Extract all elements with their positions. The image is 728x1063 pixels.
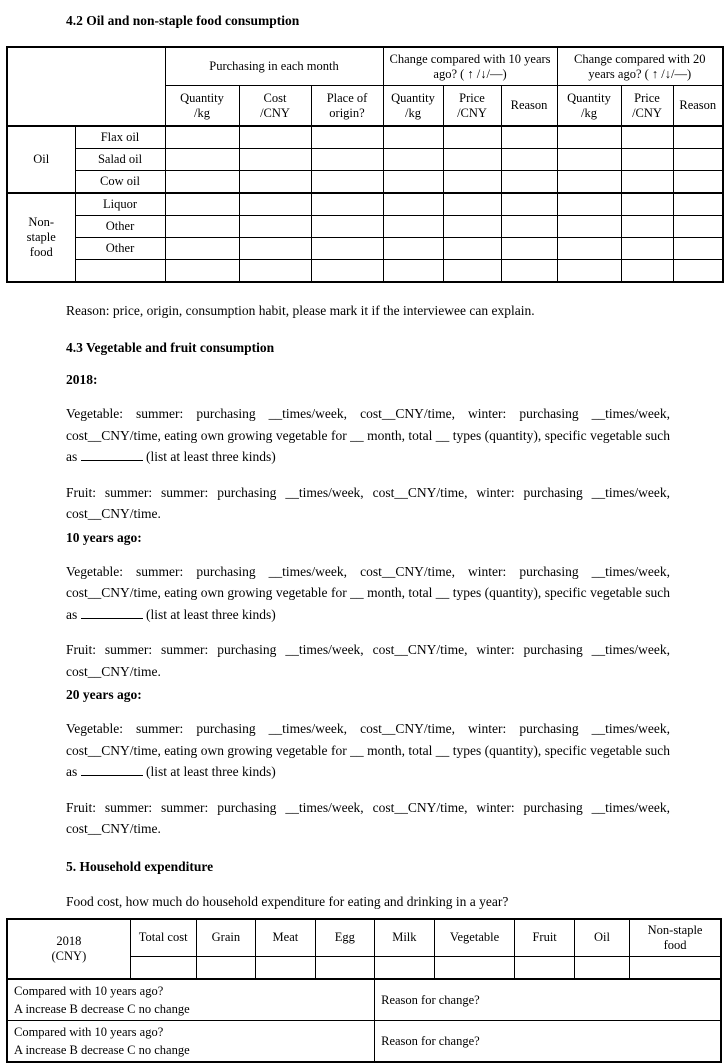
subheader-line2: /CNY <box>260 105 290 120</box>
item-label-flax-oil: Flax oil <box>75 126 165 149</box>
subheader-place-of-origin <box>311 86 383 127</box>
compare-row-1 <box>7 979 721 1021</box>
cell-place-origin[interactable] <box>311 238 383 260</box>
cell-qty-purchase[interactable] <box>165 193 239 216</box>
cell-price-10y[interactable] <box>443 216 501 238</box>
cell-price-20y[interactable] <box>621 193 673 216</box>
subheader-line1: Quantity <box>180 90 224 105</box>
header-change-20-years: Change compared with 20 years ago? ( ↑ /↓/—) <box>557 47 723 86</box>
vegetable-text-part2: (list at least three kinds) <box>146 764 276 779</box>
value-milk[interactable] <box>375 956 435 979</box>
oil-table-group-header-row <box>7 47 723 86</box>
cell-qty-purchase[interactable] <box>165 171 239 194</box>
table-row <box>7 126 723 149</box>
cell-price-20y[interactable] <box>621 216 673 238</box>
cell-place-origin[interactable] <box>311 216 383 238</box>
item-label-other-2: Other <box>75 238 165 260</box>
table-row <box>7 260 723 283</box>
spacer-before-section5 <box>0 840 728 858</box>
vegetable-text-part1: Vegetable: summer: purchasing __times/week, cost__CNY/time, winter: purchasing __times/week, cost__CNY/time, eating own growing vegetable for __ month, total __ types (quantity), specific vegetable such as <box>66 721 670 779</box>
col-header-total-cost: Total cost <box>130 919 196 957</box>
vegetable-text-part2: (list at least three kinds) <box>146 449 276 464</box>
cell-price-10y[interactable] <box>443 238 501 260</box>
compare-question-line1: Compared with 10 years ago? <box>14 983 164 998</box>
cell-price-10y[interactable] <box>443 260 501 283</box>
compare-question-line1: Compared with 10 years ago? <box>14 1024 164 1039</box>
section-5-heading: 5. Household expenditure <box>66 858 214 874</box>
cell-price-10y[interactable] <box>443 193 501 216</box>
col-header-fruit: Fruit <box>515 919 575 957</box>
col-header-egg: Egg <box>315 919 375 957</box>
subheader-line1: Price <box>634 90 660 105</box>
cell-cost-purchase[interactable] <box>239 238 311 260</box>
fruit-paragraph-20y: Fruit: summer: summer: purchasing __times/week, cost__CNY/time, winter: purchasing __times/week, cost__CNY/time. <box>66 799 670 836</box>
value-total-cost[interactable] <box>130 956 196 979</box>
reason-note: Reason: price, origin, consumption habit, please mark it if the interviewee can explain. <box>66 303 535 318</box>
cell-price-20y[interactable] <box>621 238 673 260</box>
subheader-line1: Cost <box>263 90 287 105</box>
expend-year-line2: (CNY) <box>51 948 87 963</box>
cell-reason-10y[interactable] <box>501 260 557 283</box>
spacer-after-oil-table <box>0 283 728 301</box>
cell-qty-20y[interactable] <box>557 126 621 149</box>
value-grain[interactable] <box>196 956 256 979</box>
value-nonstaple-food[interactable] <box>630 956 721 979</box>
subheader-line1: Price <box>459 90 485 105</box>
value-meat[interactable] <box>256 956 316 979</box>
fruit-paragraph-10y: Fruit: summer: summer: purchasing __times/week, cost__CNY/time, winter: purchasing __times/week, cost__CNY/time. <box>66 642 670 679</box>
col-header-oil: Oil <box>574 919 629 957</box>
food-cost-question: Food cost, how much do household expenditure for eating and drinking in a year? <box>66 893 509 909</box>
compare-question-2 <box>7 1020 375 1062</box>
section-4-3-heading: 4.3 Vegetable and fruit consumption <box>66 340 275 355</box>
expend-year-label <box>7 919 130 979</box>
compare-reason-2[interactable]: Reason for change? <box>375 1020 721 1062</box>
cell-price-20y[interactable] <box>621 149 673 171</box>
cell-qty-10y[interactable] <box>383 149 443 171</box>
subheader-line1: Quantity <box>391 90 435 105</box>
cell-place-origin[interactable] <box>311 260 383 283</box>
subheader-line2: origin? <box>329 105 365 120</box>
header-purchasing-each-month: Purchasing in each month <box>165 47 383 86</box>
category-oil-label: Oil <box>7 126 75 193</box>
cell-place-origin[interactable] <box>311 193 383 216</box>
cell-price-20y[interactable] <box>621 260 673 283</box>
subheader-quantity-10y <box>383 86 443 127</box>
vegetable-paragraph-10y <box>66 561 670 626</box>
subheader-quantity-20y <box>557 86 621 127</box>
expend-year-line1: 2018 <box>56 933 82 948</box>
item-label-blank[interactable] <box>75 260 165 283</box>
subheader-cost-purchase <box>239 86 311 127</box>
spacer-before-43 <box>0 321 728 339</box>
cell-cost-purchase[interactable] <box>239 171 311 194</box>
cell-qty-purchase[interactable] <box>165 126 239 149</box>
cell-qty-20y[interactable] <box>557 260 621 283</box>
cell-qty-20y[interactable] <box>557 216 621 238</box>
subheader-quantity-purchase <box>165 86 239 127</box>
category-line1: Non- <box>28 215 55 229</box>
item-label-cow-oil: Cow oil <box>75 171 165 194</box>
subheader-reason-20y: Reason <box>673 86 723 127</box>
cell-place-origin[interactable] <box>311 149 383 171</box>
item-label-liquor: Liquor <box>75 193 165 216</box>
vegetable-paragraph-20y <box>66 718 670 783</box>
fill-blank-line[interactable] <box>81 607 143 619</box>
spacer-before-fruit-20y <box>0 783 728 797</box>
cell-qty-10y[interactable] <box>383 260 443 283</box>
cell-place-origin[interactable] <box>311 171 383 194</box>
subheader-line2: /kg <box>581 105 597 120</box>
cell-place-origin[interactable] <box>311 126 383 149</box>
cell-qty-10y[interactable] <box>383 193 443 216</box>
cell-qty-purchase[interactable] <box>165 216 239 238</box>
col-header-line2: food <box>663 937 687 952</box>
value-fruit[interactable] <box>515 956 575 979</box>
spacer-after-10y-label <box>0 547 728 561</box>
expend-header-row <box>7 919 721 957</box>
compare-question-line2: A increase B decrease C no change <box>14 1001 190 1016</box>
cell-cost-purchase[interactable] <box>239 126 311 149</box>
category-nonstaple-label <box>7 193 75 282</box>
cell-qty-20y[interactable] <box>557 149 621 171</box>
value-vegetable[interactable] <box>434 956 515 979</box>
cell-reason-20y[interactable] <box>673 126 723 149</box>
spacer-before-fruit-10y <box>0 625 728 639</box>
cell-cost-purchase[interactable] <box>239 260 311 283</box>
vegetable-text-part1: Vegetable: summer: purchasing __times/week, cost__CNY/time, winter: purchasing __times/week, cost__CNY/time, eating own growing vegetable for __ month, total __ types (quantity), specific vegetable such as <box>66 563 670 622</box>
spacer-after-heading-42 <box>0 30 728 46</box>
fill-blank-line[interactable] <box>81 449 143 461</box>
compare-question-1 <box>7 979 375 1021</box>
cell-qty-10y[interactable] <box>383 126 443 149</box>
spacer-after-43 <box>0 357 728 371</box>
fill-blank-line[interactable] <box>81 764 143 776</box>
cell-reason-20y[interactable] <box>673 260 723 283</box>
subheader-line2: /kg <box>194 105 210 120</box>
cell-reason-20y[interactable] <box>673 238 723 260</box>
col-header-milk: Milk <box>375 919 435 957</box>
col-header-meat: Meat <box>256 919 316 957</box>
cell-reason-10y[interactable] <box>501 171 557 194</box>
cell-price-10y[interactable] <box>443 126 501 149</box>
spacer-after-section5-heading <box>0 876 728 892</box>
col-header-vegetable: Vegetable <box>434 919 515 957</box>
item-label-salad-oil: Salad oil <box>75 149 165 171</box>
cell-reason-20y[interactable] <box>673 216 723 238</box>
cell-reason-10y[interactable] <box>501 126 557 149</box>
item-label-other-1: Other <box>75 216 165 238</box>
value-oil[interactable] <box>574 956 629 979</box>
cell-qty-10y[interactable] <box>383 171 443 194</box>
cell-qty-purchase[interactable] <box>165 260 239 283</box>
col-header-line1: Non-staple <box>647 922 703 937</box>
cell-qty-20y[interactable] <box>557 238 621 260</box>
subheader-line2: /CNY <box>457 105 487 120</box>
subheader-reason-10y: Reason <box>501 86 557 127</box>
subheader-line2: /CNY <box>632 105 662 120</box>
label-10-years-ago: 10 years ago: <box>66 529 142 545</box>
spacer-after-20y-label <box>0 704 728 718</box>
header-change-10-years: Change compared with 10 years ago? ( ↑ /↓/—) <box>383 47 557 86</box>
cell-cost-purchase[interactable] <box>239 216 311 238</box>
cell-reason-10y[interactable] <box>501 149 557 171</box>
cell-qty-10y[interactable] <box>383 216 443 238</box>
cell-qty-20y[interactable] <box>557 171 621 194</box>
compare-reason-1[interactable]: Reason for change? <box>375 979 721 1021</box>
col-header-nonstaple-food <box>630 919 721 957</box>
subheader-price-10y <box>443 86 501 127</box>
cell-price-20y[interactable] <box>621 126 673 149</box>
household-expenditure-table <box>6 918 722 1063</box>
section-4-2-heading: 4.2 Oil and non-staple food consumption <box>66 13 300 28</box>
cell-price-10y[interactable] <box>443 171 501 194</box>
subheader-line1: Place of <box>326 90 368 105</box>
subheader-line2: /kg <box>405 105 421 120</box>
table-row <box>7 216 723 238</box>
cell-reason-20y[interactable] <box>673 149 723 171</box>
value-egg[interactable] <box>315 956 375 979</box>
spacer-after-2018 <box>0 389 728 403</box>
fruit-paragraph-2018: Fruit: summer: summer: purchasing __times/week, cost__CNY/time, winter: purchasing __times/week, cost__CNY/time. <box>66 484 670 521</box>
cell-qty-purchase[interactable] <box>165 149 239 171</box>
cell-price-10y[interactable] <box>443 149 501 171</box>
oil-table-corner-cell <box>7 47 165 126</box>
label-2018: 2018: <box>66 372 98 387</box>
cell-reason-10y[interactable] <box>501 216 557 238</box>
cell-cost-purchase[interactable] <box>239 193 311 216</box>
cell-reason-10y[interactable] <box>501 238 557 260</box>
vegetable-paragraph-2018 <box>66 403 670 468</box>
cell-price-20y[interactable] <box>621 171 673 194</box>
category-line2: staple <box>26 230 56 244</box>
subheader-price-20y <box>621 86 673 127</box>
cell-qty-20y[interactable] <box>557 193 621 216</box>
spacer-before-fruit-2018 <box>0 468 728 482</box>
cell-reason-20y[interactable] <box>673 193 723 216</box>
category-line3: food <box>29 245 53 259</box>
cell-qty-purchase[interactable] <box>165 238 239 260</box>
spacer-top <box>0 0 728 12</box>
cell-cost-purchase[interactable] <box>239 149 311 171</box>
col-header-grain: Grain <box>196 919 256 957</box>
compare-row-2 <box>7 1020 721 1062</box>
cell-reason-10y[interactable] <box>501 193 557 216</box>
cell-qty-10y[interactable] <box>383 238 443 260</box>
vegetable-text-part1: Vegetable: summer: purchasing __times/week, cost__CNY/time, winter: purchasing __times/week, cost__CNY/time, eating own growing vegetable for __ month, total __ types (quantity), specific vegetable such as <box>66 406 670 464</box>
table-row <box>7 171 723 194</box>
table-row <box>7 238 723 260</box>
table-row <box>7 193 723 216</box>
table-row <box>7 149 723 171</box>
cell-reason-20y[interactable] <box>673 171 723 194</box>
oil-nonstaple-table <box>6 46 724 283</box>
vegetable-text-part2: (list at least three kinds) <box>146 606 276 622</box>
subheader-line1: Quantity <box>567 90 611 105</box>
compare-question-line2: A increase B decrease C no change <box>14 1042 190 1057</box>
label-20-years-ago: 20 years ago: <box>66 687 142 702</box>
